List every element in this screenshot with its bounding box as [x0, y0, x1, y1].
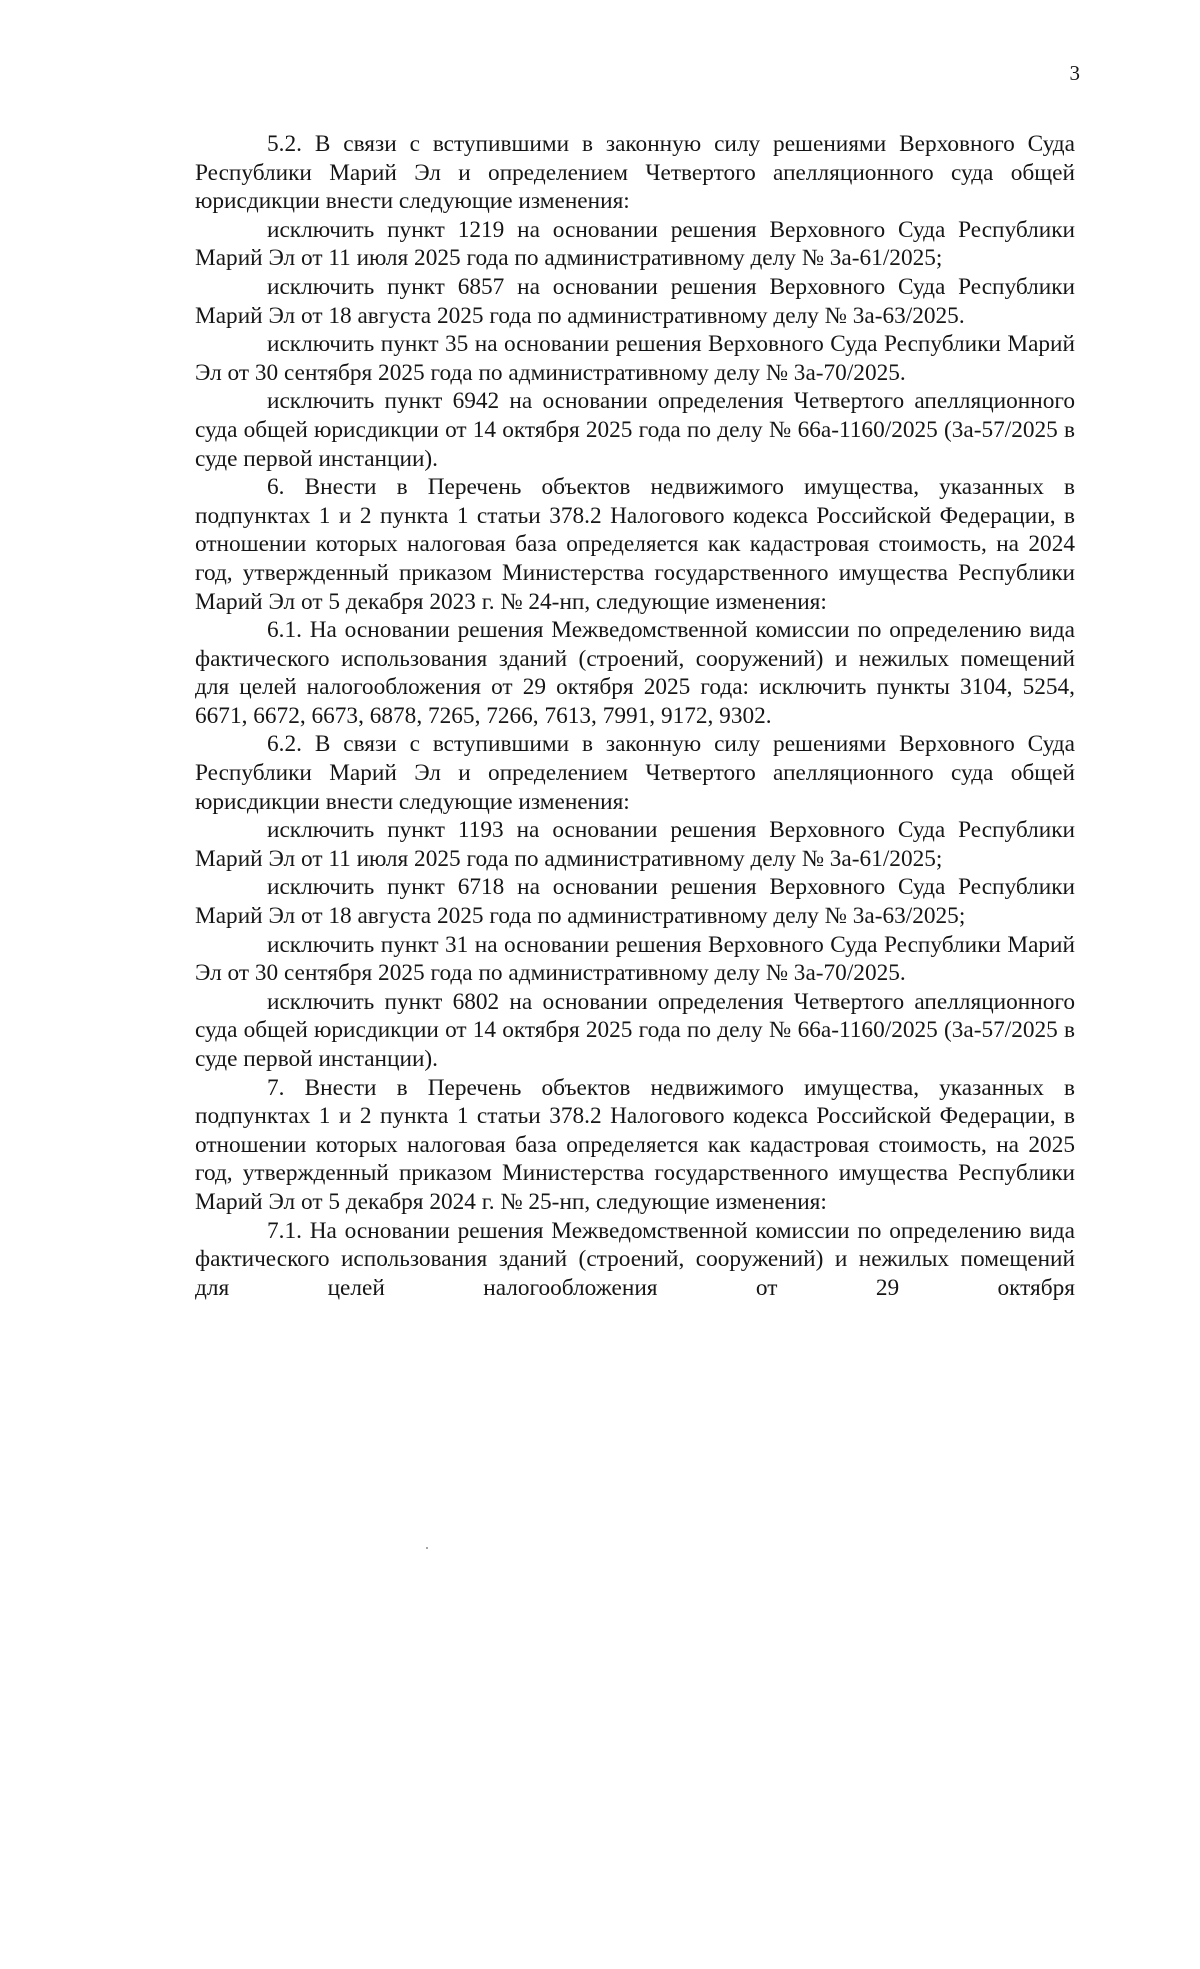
paragraph-exclusion-6718: исключить пункт 6718 на основании решения Верховного Суда Республики Марий Эл от 18 августа 2025 года по административному делу № 3а-63/2025; — [195, 874, 1075, 930]
paragraph-6-1: 6.1. На основании решения Межведомственной комиссии по определению вида фактического использования зданий (строений, сооружений) и нежилых помещений для целей налогообложения от 29 октября 2025 года: исключить пункты 3104, 5254, 6671, 6672, 6673, 6878, 7265, 7266, 7613, 7991, 9172, 9302. — [195, 617, 1075, 729]
paragraph-6-2: 6.2. В связи с вступившими в законную силу решениями Верховного Суда Республики Марий Эл и определением Четвертого апелляционного суда общей юрисдикции внести следующие изменения: — [195, 731, 1075, 815]
paragraph-5-2: 5.2. В связи с вступившими в законную силу решениями Верховного Суда Республики Марий Эл и определением Четвертого апелляционного суда общей юрисдикции внести следующие изменения: — [195, 131, 1075, 215]
page-number: 3 — [1069, 61, 1080, 85]
paragraph-6: 6. Внести в Перечень объектов недвижимого имущества, указанных в подпунктах 1 и 2 пункта 1 статьи 378.2 Налогового кодекса Российской Федерации, в отношении которых налоговая база определяется как кадастровая стоимость, на 2024 год, утвержденный приказом Министерства государственного имущества Республики Марий Эл от 5 декабря 2023 г. № 24-нп, следующие изменения: — [195, 474, 1075, 615]
paragraph-exclusion-6942: исключить пункт 6942 на основании определения Четвертого апелляционного суда общей юрисдикции от 14 октября 2025 года по делу № 66а-1160/2025 (3а-57/2025 в суде первой инстанции). — [195, 388, 1075, 472]
paragraph-exclusion-6857: исключить пункт 6857 на основании решения Верховного Суда Республики Марий Эл от 18 августа 2025 года по административному делу № 3а-63/2025. — [195, 273, 1075, 329]
paragraph-7: 7. Внести в Перечень объектов недвижимого имущества, указанных в подпунктах 1 и 2 пункта 1 статьи 378.2 Налогового кодекса Российской Федерации, в отношении которых налоговая база определяется как кадастровая стоимость, на 2025 год, утвержденный приказом Министерства государственного имущества Республики Марий Эл от 5 декабря 2024 г. № 25-нп, следующие изменения: — [195, 1074, 1075, 1215]
scan-speck — [426, 1547, 428, 1549]
paragraph-exclusion-35: исключить пункт 35 на основании решения Верховного Суда Республики Марий Эл от 30 сентября 2025 года по административному делу № 3а-70/2025. — [195, 331, 1075, 386]
paragraph-7-1: 7.1. На основании решения Межведомственной комиссии по определению вида фактического использования зданий (строений, сооружений) и нежилых помещений для целей налогообложения от 29 октября — [195, 1217, 1075, 1301]
paragraph-exclusion-1219: исключить пункт 1219 на основании решения Верховного Суда Республики Марий Эл от 11 июля 2025 года по административному делу № 3а-61/2025; — [195, 216, 1075, 272]
paragraph-exclusion-31: исключить пункт 31 на основании решения Верховного Суда Республики Марий Эл от 30 сентября 2025 года по административному делу № 3а-70/2025. — [195, 931, 1075, 987]
document-body — [195, 130, 1075, 1302]
paragraph-exclusion-6802: исключить пункт 6802 на основании определения Четвертого апелляционного суда общей юрисдикции от 14 октября 2025 года по делу № 66а-1160/2025 (3а-57/2025 в суде первой инстанции). — [195, 988, 1075, 1072]
paragraph-exclusion-1193: исключить пункт 1193 на основании решения Верховного Суда Республики Марий Эл от 11 июля 2025 года по административному делу № 3а-61/2025; — [195, 817, 1075, 872]
